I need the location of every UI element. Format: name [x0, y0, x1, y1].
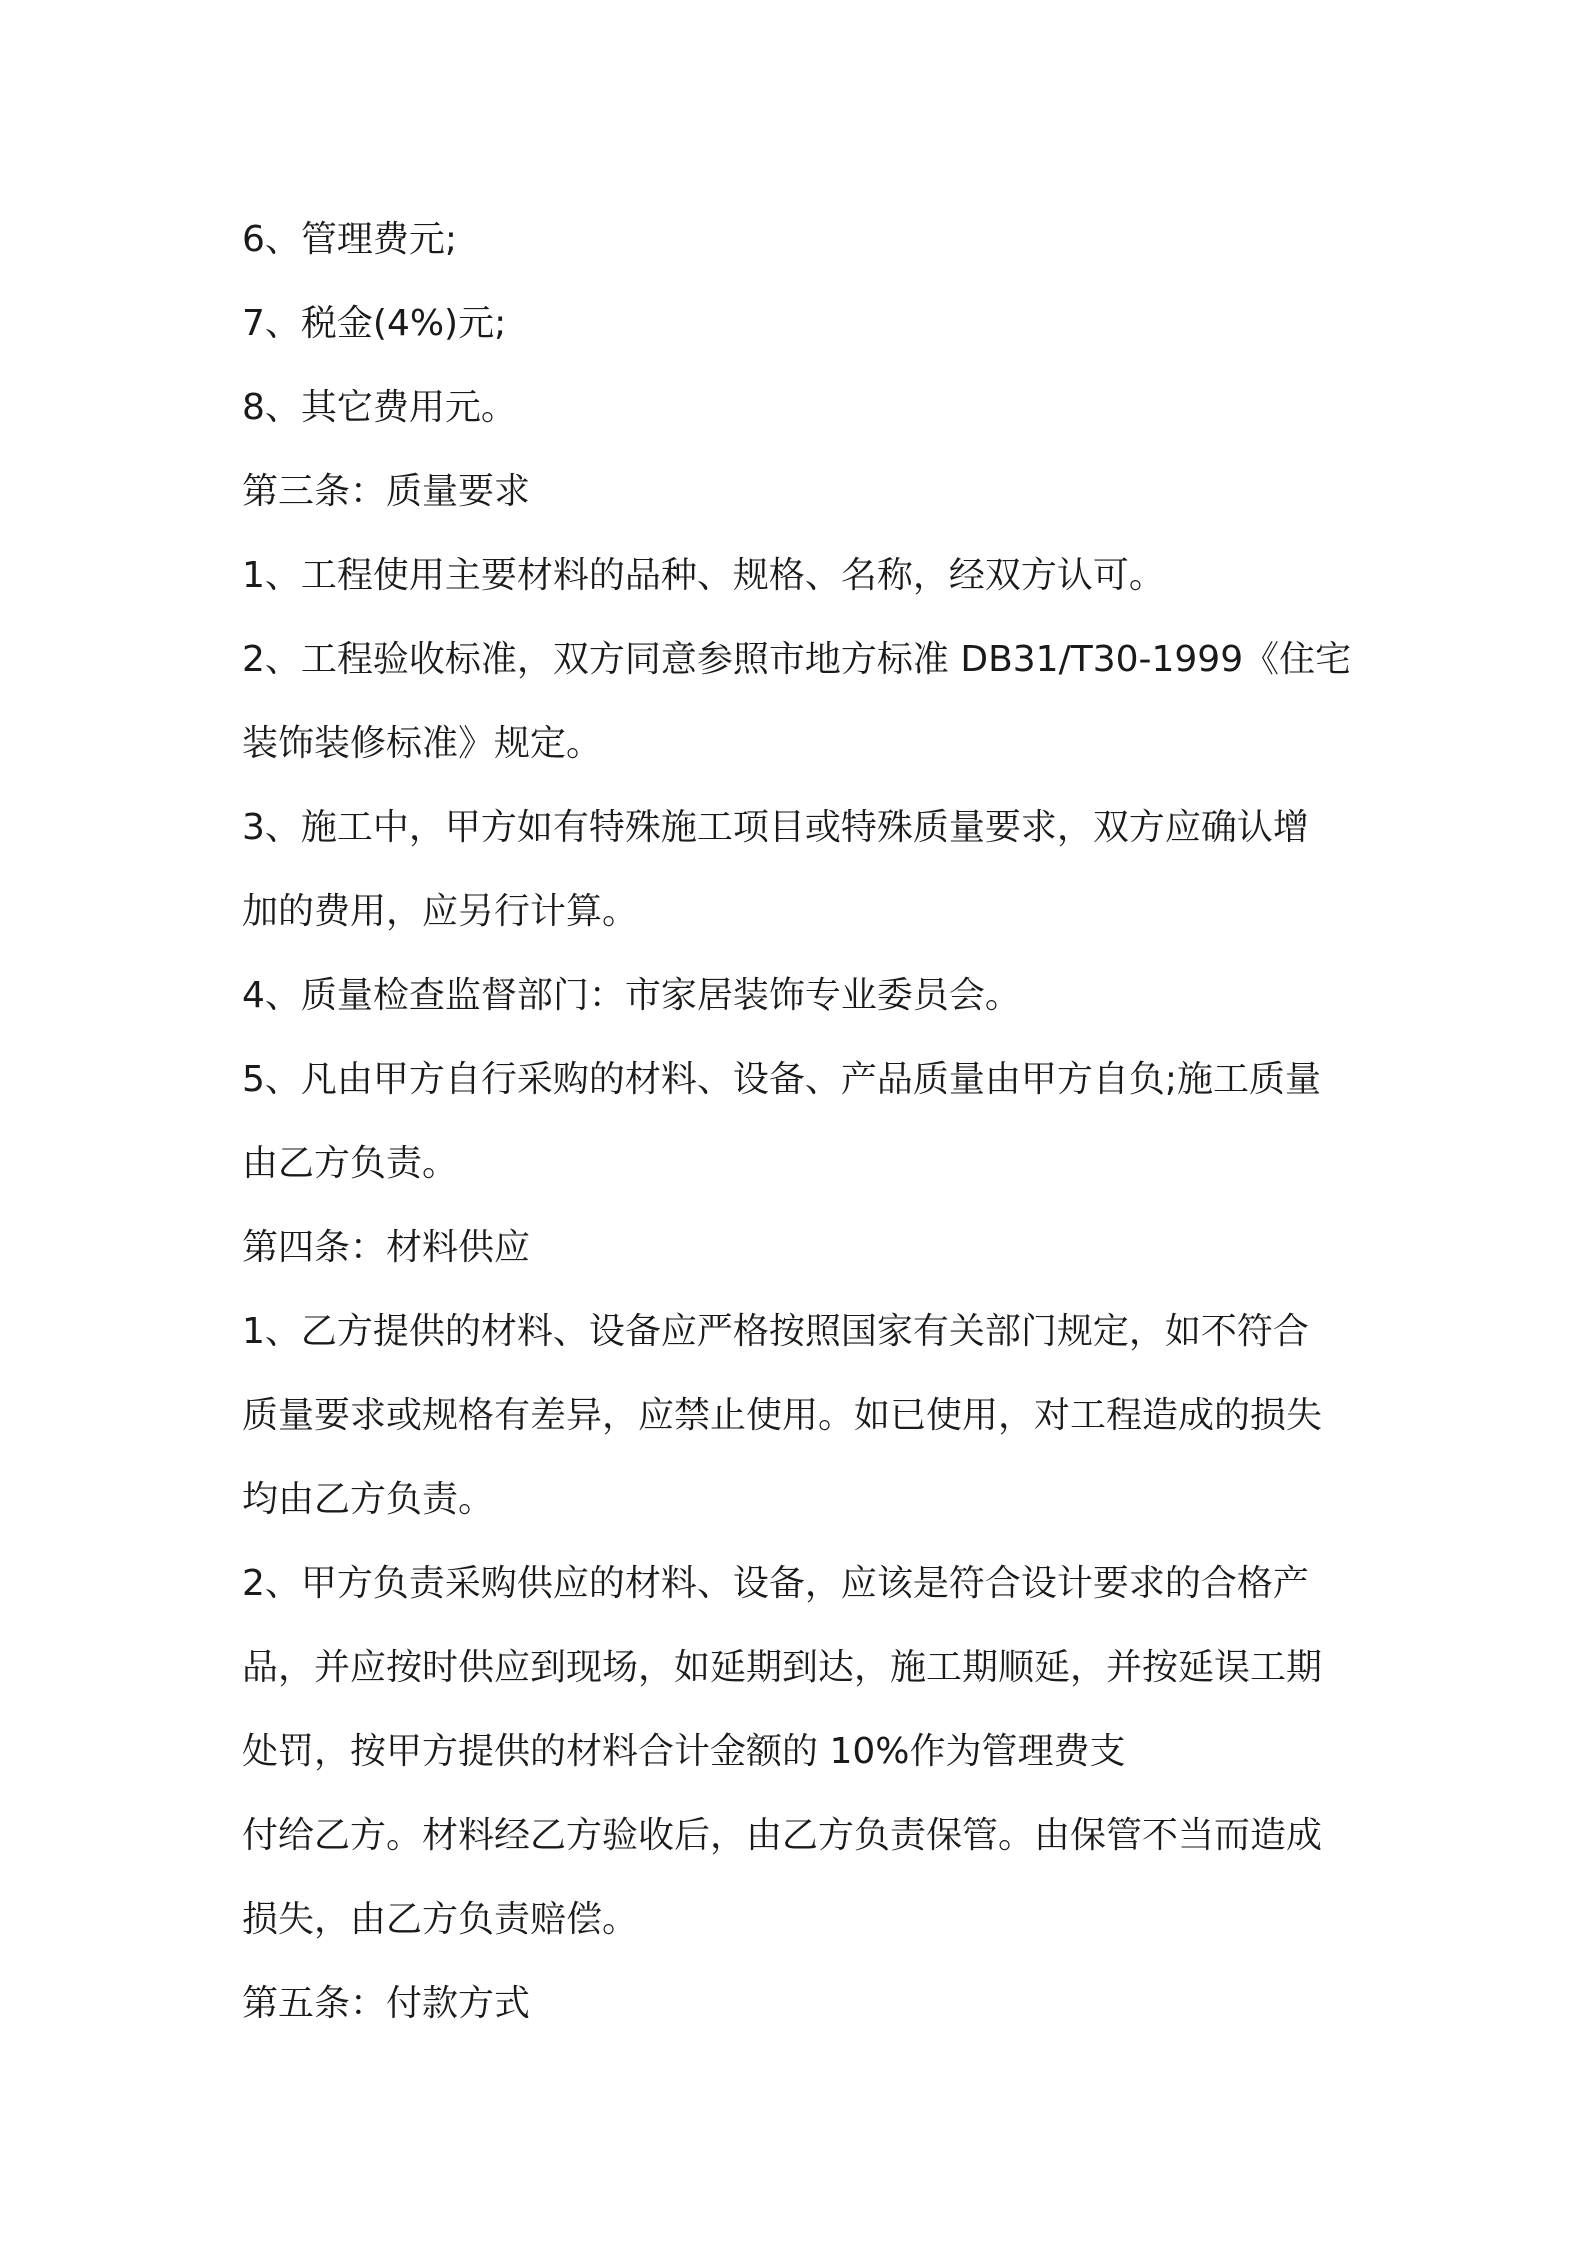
text-line: 4、质量检查监督部门：市家居装饰专业委员会。 — [242, 975, 1021, 1016]
section-heading: 第三条：质量要求 — [242, 471, 531, 512]
text-line: 损失，由乙方负责赔偿。 — [242, 1899, 639, 1940]
text-line: 处罚，按甲方提供的材料合计金额的 10%作为管理费支 — [242, 1731, 1126, 1772]
text-line: 5、凡由甲方自行采购的材料、设备、产品质量由甲方自负;施工质量 — [242, 1059, 1322, 1100]
text-line: 均由乙方负责。 — [242, 1479, 495, 1520]
section-heading: 第四条：材料供应 — [242, 1227, 531, 1268]
text-line: 质量要求或规格有差异，应禁止使用。如已使用，对工程造成的损失 — [242, 1395, 1323, 1436]
text-line: 3、施工中，甲方如有特殊施工项目或特殊质量要求，双方应确认增 — [242, 807, 1309, 848]
text-line: 装饰装修标准》规定。 — [242, 723, 603, 764]
text-line: 1、乙方提供的材料、设备应严格按照国家有关部门规定，如不符合 — [242, 1311, 1309, 1352]
text-line: 7、税金(4%)元; — [242, 303, 507, 344]
text-line: 付给乙方。材料经乙方验收后，由乙方负责保管。由保管不当而造成 — [242, 1815, 1323, 1856]
text-line: 加的费用，应另行计算。 — [242, 891, 639, 932]
text-line: 由乙方负责。 — [242, 1143, 459, 1184]
text-line: 2、甲方负责采购供应的材料、设备，应该是符合设计要求的合格产 — [242, 1563, 1309, 1604]
text-line: 品，并应按时供应到现场，如延期到达，施工期顺延，并按延误工期 — [242, 1647, 1323, 1688]
text-line: 8、其它费用元。 — [242, 387, 517, 428]
document-body — [242, 198, 1362, 2046]
section-heading: 第五条：付款方式 — [242, 1983, 531, 2024]
text-line: 6、管理费元; — [242, 219, 458, 260]
text-line: 1、工程使用主要材料的品种、规格、名称，经双方认可。 — [242, 555, 1165, 596]
text-line: 2、工程验收标准，双方同意参照市地方标准 DB31/T30-1999《住宅 — [242, 639, 1352, 680]
